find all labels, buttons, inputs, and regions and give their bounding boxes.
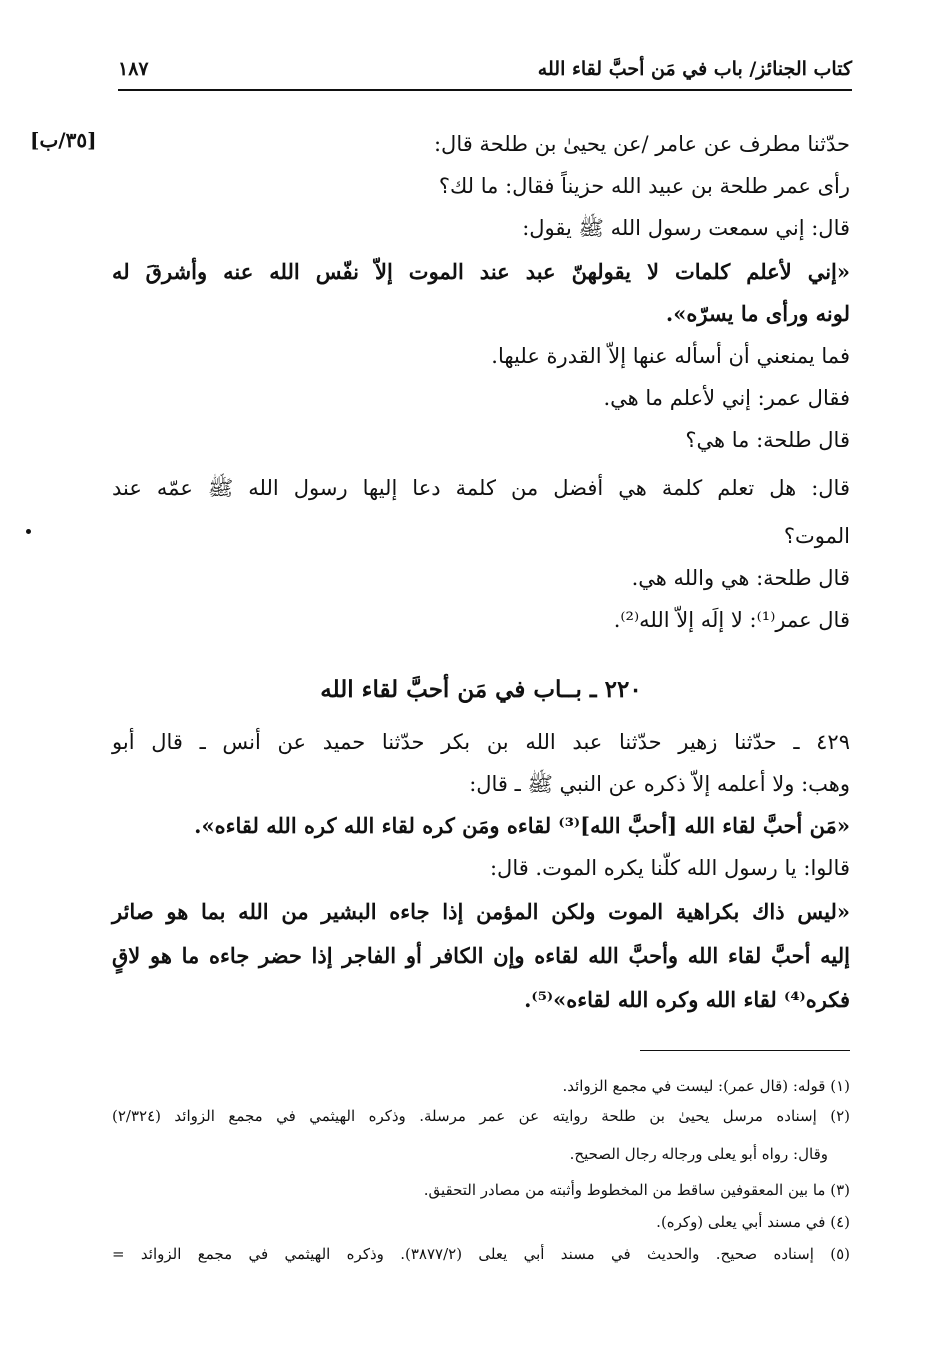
margin-dot xyxy=(26,529,31,534)
footnote-rule xyxy=(640,1050,850,1051)
body-line: فما يمنعني أن أسأله عنها إلاّ القدرة عليها. xyxy=(491,344,850,368)
body-line: «إني لأعلم كلمات لا يقولهنّ عبد عند الموت إلاّ نفّس الله عنه وأشرقَ له xyxy=(112,259,850,284)
footnote: (٣) ما بين المعقوفين ساقط من المخطوط وأثبته من مصادر التحقيق. xyxy=(423,1181,850,1199)
hadith-line: فكره⁽⁴⁾ لقاء الله وكره الله لقاءه»⁽⁵⁾. xyxy=(524,987,850,1012)
body-line: لونه ورأى ما يسرّه». xyxy=(665,301,850,326)
footnote: (١) قوله: (قال عمر): ليست في مجمع الزوائد. xyxy=(562,1077,850,1095)
footnote: (٥) إسناده صحيح. والحديث في مسند أبي يعلى (٣٨٧٧/٢). وذكره الهيثمي في مجمع الزوائد = xyxy=(112,1245,850,1263)
body-line: قال: إني سمعت رسول الله ﷺ يقول: xyxy=(522,216,850,240)
page-number: ١٨٧ xyxy=(118,58,149,80)
body-line: حدّثنا مطرف عن عامر /عن يحيىٰ بن طلحة قال: xyxy=(433,132,850,156)
body-line: فقال عمر: إني لأعلم ما هي. xyxy=(603,386,850,410)
footnote: (٢) إسناده مرسل يحيىٰ بن طلحة روايته عن عمر مرسلة. وذكره الهيثمي في مجمع الزوائد (٢/٣٢٤) xyxy=(112,1107,850,1125)
hadith-line: «مَن أحبَّ لقاء الله [أحبَّ الله]⁽³⁾ لقاءه ومَن كره لقاء الله كره الله لقاءه». xyxy=(194,813,850,838)
footnote: وقال: رواه أبو يعلى ورجاله رجال الصحيح. xyxy=(569,1145,828,1163)
body-line: قال طلحة: ما هي؟ xyxy=(685,428,850,452)
running-title: كتاب الجنائز/ باب في مَن أحبَّ لقاء الله xyxy=(537,58,852,80)
hadith-line: «ليس ذاك بكراهية الموت ولكن المؤمن إذا جاءه البشير من الله بما هو صائر xyxy=(112,899,850,924)
manuscript-folio-note: [٣٥/ب] xyxy=(30,128,97,152)
header-rule xyxy=(118,89,852,91)
body-line: قال: هل تعلم كلمة هي أفضل من كلمة دعا إليها رسول الله ﷺ عمّه عند xyxy=(112,476,850,500)
section-heading: ٢٢٠ ـ بــاب في مَن أحبَّ لقاء الله xyxy=(320,676,642,703)
running-header xyxy=(118,58,852,88)
hadith-line: قالوا: يا رسول الله كلّنا يكره الموت. قال: xyxy=(489,856,850,880)
hadith-line: وهب: ولا أعلمه إلاّ ذكره عن النبي ﷺ ـ قال: xyxy=(469,772,850,796)
body-line: قال طلحة: هي والله هي. xyxy=(631,566,850,590)
body-line: قال عمر⁽¹⁾: لا إلَه إلاّ الله⁽²⁾. xyxy=(613,608,850,632)
footnote: (٤) في مسند أبي يعلى (وكره). xyxy=(656,1213,850,1231)
hadith-line: إليه أحبَّ لقاء الله وأحبَّ الله لقاءه وإن الكافر أو الفاجر إذا حضر جاءه ما هو لاقٍ xyxy=(112,943,850,968)
body-line: الموت؟ xyxy=(783,524,850,548)
body-line: رأى عمر طلحة بن عبيد الله حزيناً فقال: ما لك؟ xyxy=(438,174,850,198)
hadith-line: ٤٢٩ ـ حدّثنا زهير حدّثنا عبد الله بن بكر حدّثنا حميد عن أنس ـ قال أبو xyxy=(112,730,850,754)
